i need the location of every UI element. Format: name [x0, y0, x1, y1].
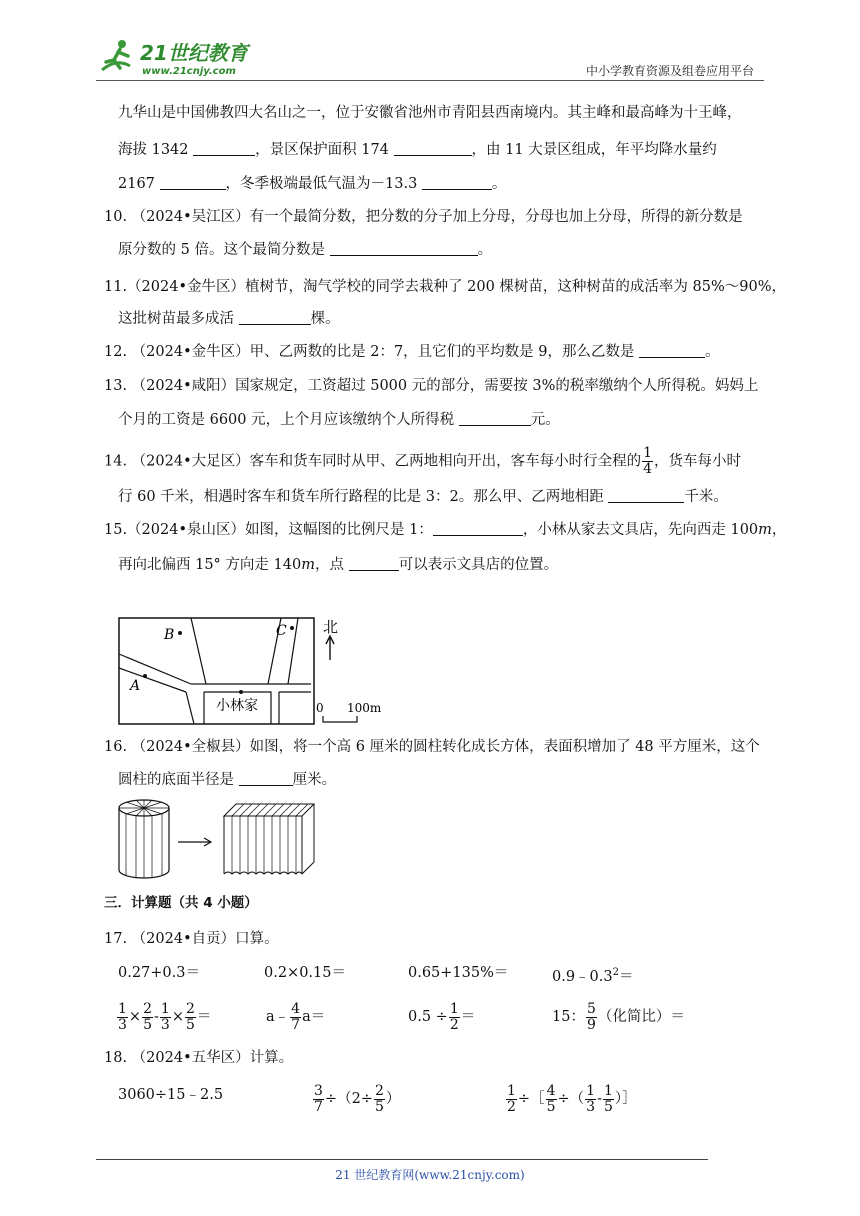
q16-line2: 圆柱的底面半径是 厘米。: [118, 772, 337, 788]
point-c: [290, 626, 294, 630]
q17-fraction-product: $\frac{1}{3}$ × $\frac{2}{5}$ - $\frac{1}{3}$ × $\frac{2}{5}$ ＝: [118, 1000, 212, 1033]
q12-line1: 12. （2024•金牛区）甲、乙两数的比是 2：7，且它们的平均数是 9，那么乙数是 。: [104, 344, 720, 360]
answer-blank[interactable]: [608, 488, 684, 503]
q13-line1: 13. （2024•咸阳）国家规定，工资超过 5000 元的部分，需要按 3%的税率缴纳个人所得税。妈妈上: [104, 378, 759, 394]
point-b: [178, 631, 182, 635]
logo-text: 21世纪教育: [140, 41, 248, 65]
q14-line2: 行 60 千米，相遇时客车和货车所行路程的比是 3：2。那么甲、乙两地相距 千米。: [118, 489, 728, 505]
q15-line1: 15.（2024•泉山区）如图，这幅图的比例尺是 1： ，小林从家去文具店，先向西走 100m，: [104, 522, 787, 538]
site-logo: [96, 36, 266, 80]
logo-url: www.21cnjy.com: [142, 66, 236, 77]
answer-blank[interactable]: [193, 141, 255, 156]
header-divider: [96, 80, 764, 81]
arrow-right-icon: [178, 838, 211, 846]
q17-item: 0.2×0.15＝: [264, 965, 346, 981]
header-platform-text: 中小学教育资源及组卷应用平台: [585, 64, 754, 78]
answer-blank[interactable]: [433, 521, 523, 536]
q16-line1: 16. （2024•全椒县）如图，将一个高 6 厘米的圆柱转化成长方体，表面积增加了 48 平方厘米，这个: [104, 739, 760, 755]
footer-divider: [96, 1159, 708, 1160]
point-home: [239, 690, 243, 694]
answer-blank[interactable]: [330, 241, 478, 256]
q9-line1: 九华山是中国佛教四大名山之一，位于安徽省池州市青阳县西南境内。其主峰和最高峰为十王峰，: [118, 105, 742, 121]
point-a: [143, 674, 147, 678]
q11-line1: 11.（2024•金牛区）植树节，淘气学校的同学去栽种了 200 棵树苗，这种树苗的成活率为 85%～90%，: [104, 279, 786, 295]
north-arrow-icon: [326, 636, 334, 660]
q10-line1: 10. （2024•吴江区）有一个最简分数，把分数的分子加上分母，分母也加上分母，所得的新分数是: [104, 209, 743, 225]
north-label: 北: [323, 618, 339, 636]
q17-item: 0.65+135%＝: [408, 965, 509, 981]
q17-title: 17. （2024•自贡）口算。: [104, 931, 279, 947]
label-c: C: [276, 623, 287, 639]
q17-fraction-divide: 0.5 ÷ $\frac{1}{2}$ ＝: [408, 1000, 476, 1033]
answer-blank[interactable]: [239, 310, 311, 325]
q17-ratio: 15： $\frac{5}{9}$ （化简比）＝: [552, 1000, 685, 1033]
scale-100: 100m: [347, 701, 382, 715]
q18-title: 18. （2024•五华区）计算。: [104, 1050, 294, 1066]
answer-blank[interactable]: [239, 771, 293, 786]
q17-item: 0.27+0.3＝: [118, 965, 200, 981]
q14-line1: 14. （2024•大足区）客车和货车同时从甲、乙两地相向开出，客车每小时行全程的 $\frac{1}{4}$ ，货车每小时: [104, 445, 742, 477]
scale-zero: 0: [316, 701, 324, 715]
fraction-quarter: $\frac{1}{4}$: [643, 445, 653, 477]
q9-line2: 海拔 1342 ，景区保护面积 174 ，由 11 大景区组成，年平均降水量约: [118, 142, 717, 158]
footer-link[interactable]: 21 世纪教育网(www.21cnjy.com): [335, 1168, 525, 1182]
q9-line3: 2167 ，冬季极端最低气温为－13.3 。: [118, 176, 507, 192]
q18-expr-2: $\frac{3}{7}$ ÷（2÷ $\frac{2}{5}$ ）: [314, 1082, 401, 1115]
label-b: B: [164, 627, 175, 643]
answer-blank[interactable]: [394, 141, 472, 156]
answer-blank[interactable]: [349, 556, 399, 571]
q15-line2: 再向北偏西 15° 方向走 140m，点 可以表示文具店的位置。: [118, 557, 559, 573]
label-a: A: [130, 678, 141, 694]
scale-bar: [323, 716, 357, 722]
home-label: 小林家: [216, 698, 258, 714]
answer-blank[interactable]: [459, 411, 531, 426]
answer-blank[interactable]: [639, 343, 705, 358]
section-title: 三．计算题（共 4 小题）: [104, 895, 258, 911]
q17-fraction-a: a﹣ $\frac{4}{7}$ a＝: [266, 1000, 326, 1033]
q17-item: $0.9﹣0.3^2=$: [552, 967, 634, 985]
q13-line2: 个月的工资是 6600 元，上个月应该缴纳个人所得税 元。: [118, 412, 560, 428]
answer-blank[interactable]: [160, 175, 226, 190]
map-figure: [116, 612, 396, 730]
runner-logo-icon: [96, 36, 266, 80]
answer-blank[interactable]: [422, 175, 492, 190]
cuboid-icon: [224, 804, 314, 874]
q10-line2: 原分数的 5 倍。这个最简分数是 。: [118, 242, 493, 258]
q18-expr-3: $\frac{1}{2}$ ÷［ $\frac{4}{5}$ ÷（ $\frac{1}{3}$ - $\frac{1}{5}$ ）］: [507, 1082, 637, 1115]
cylinder-icon: [119, 800, 169, 878]
q11-line2: 这批树苗最多成活 棵。: [118, 311, 340, 327]
q18-expr-1: 3060÷15﹣2.5: [118, 1087, 224, 1103]
cylinder-to-cuboid-figure: [116, 798, 346, 880]
